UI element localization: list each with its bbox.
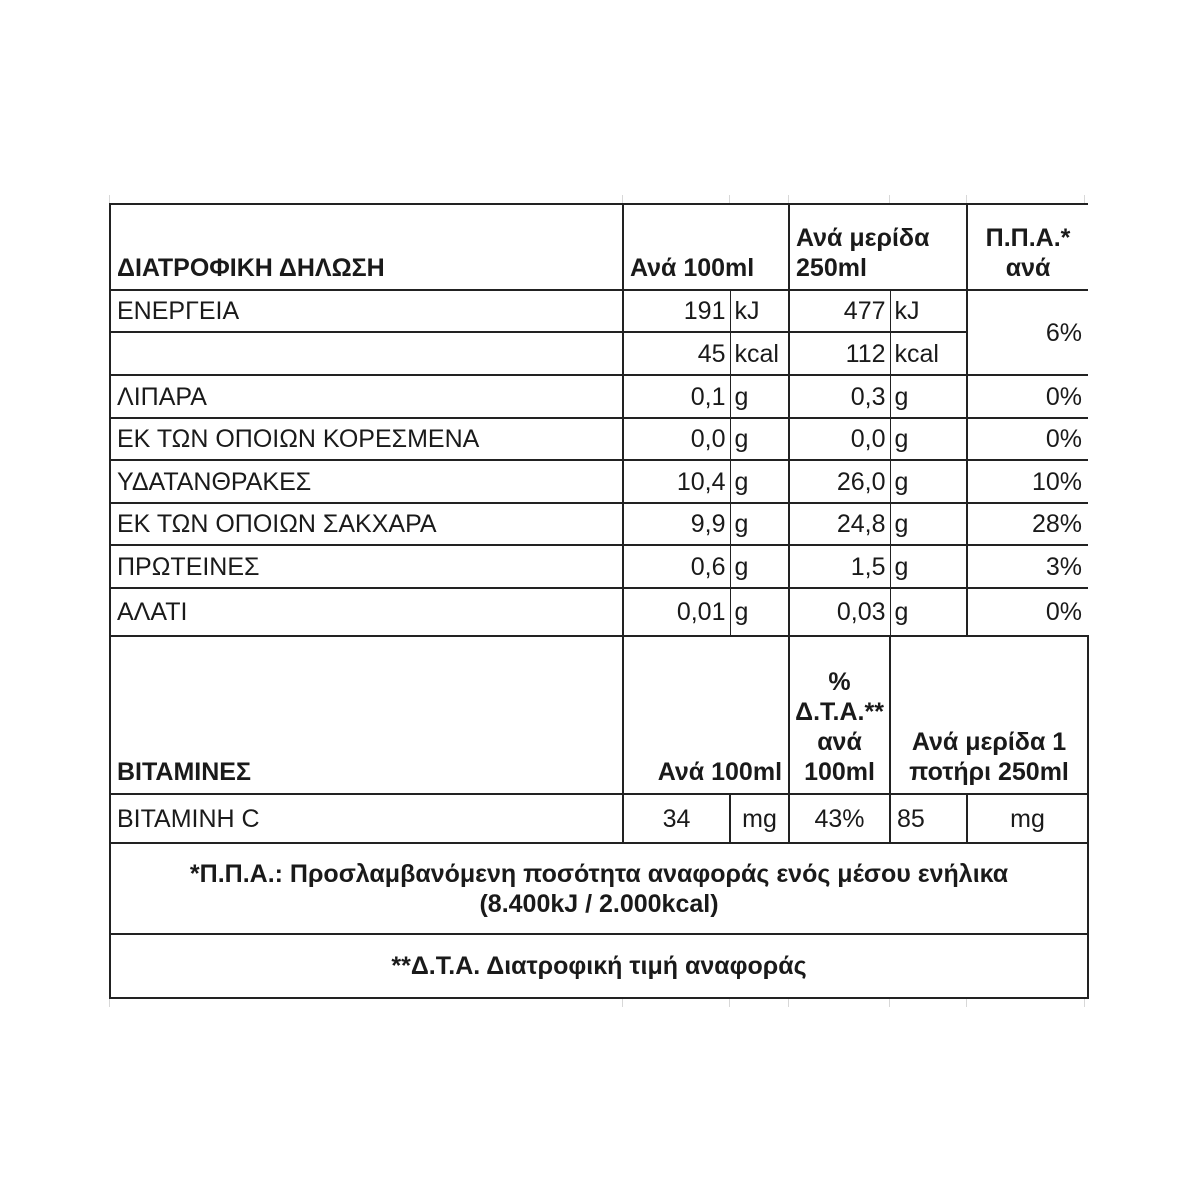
per-100ml-header: Ανά 100ml [623,204,789,290]
nutrient-per-100: 0,01 [623,588,730,636]
nutrient-per-100: 9,9 [623,503,730,545]
nutrient-unit: g [730,503,789,545]
table-row [110,290,1088,332]
vitamin-c-label: ΒΙΤΑΜΙΝΗ C [110,794,623,843]
nutrient-unit-serving: g [890,503,967,545]
vitamins-per-100-header: Ανά 100ml [623,636,789,794]
nutrient-ppa: 0% [967,588,1088,636]
nutrient-label: ΕΚ ΤΩΝ ΟΠΟΙΩΝ ΚΟΡΕΣΜΕΝΑ [110,418,623,460]
nutrient-label: ΕΚ ΤΩΝ ΟΠΟΙΩΝ ΣΑΚΧΑΡΑ [110,503,623,545]
declaration-title: ΔΙΑΤΡΟΦΙΚΗ ΔΗΛΩΣΗ [110,204,623,290]
table-row [110,545,1088,588]
nutrient-per-serving: 0,0 [789,418,890,460]
footnote-row [110,934,1088,998]
nutrition-table [109,203,1089,999]
per-serving-header-line2: 250ml [796,254,867,282]
ppa-footnote: *Π.Π.Α.: Προσλαμβανόμενη ποσότητα αναφοράς ενός μέσου ενήλικα (8.400kJ / 2.000kcal) [110,843,1088,934]
nutrient-unit-serving: g [890,418,967,460]
table-row [110,794,1088,843]
nutrient-ppa: 0% [967,375,1088,418]
nutrient-per-serving: 0,3 [789,375,890,418]
vitamins-title: ΒΙΤΑΜΙΝΕΣ [110,636,623,794]
nutrient-unit: g [730,375,789,418]
nutrient-per-serving: 26,0 [789,460,890,503]
nutrient-unit: g [730,545,789,588]
footnote-row [110,843,1088,934]
table-row [110,332,1088,375]
nutrient-unit: g [730,418,789,460]
nutrient-label: ΛΙΠΑΡΑ [110,375,623,418]
energy-kcal-per-serving: 112 [789,332,890,375]
dta-footnote: **Δ.Τ.Α. Διατροφική τιμή αναφοράς [110,934,1088,998]
table-row [110,375,1088,418]
energy-kj-per-100: 191 [623,290,730,332]
energy-kcal-label-empty [110,332,623,375]
ppa-header-line1: Π.Π.Α.* [985,224,1071,252]
nutrient-ppa: 3% [967,545,1088,588]
nutrient-per-serving: 24,8 [789,503,890,545]
nutrient-per-100: 0,6 [623,545,730,588]
nutrient-unit-serving: g [890,545,967,588]
header-row [110,204,1088,290]
nutrient-unit-serving: g [890,588,967,636]
dta-per-100-header: % Δ.Τ.Α.** ανά 100ml [789,636,890,794]
table-row [110,460,1088,503]
ppa-header-line2: ανά [1005,254,1051,282]
vitamins-header-row [110,636,1088,794]
energy-kj-unit-serving: kJ [890,290,967,332]
energy-kcal-unit: kcal [730,332,789,375]
energy-kcal-per-100: 45 [623,332,730,375]
nutrient-label: ΥΔΑΤΑΝΘΡΑΚΕΣ [110,460,623,503]
vitamin-c-unit: mg [730,794,789,843]
nutrient-per-serving: 0,03 [789,588,890,636]
energy-kj-per-serving: 477 [789,290,890,332]
energy-ppa: 6% [967,290,1088,375]
nutrient-ppa: 0% [967,418,1088,460]
nutrient-per-100: 10,4 [623,460,730,503]
nutrient-per-100: 0,1 [623,375,730,418]
nutrient-label: ΠΡΩΤΕΙΝΕΣ [110,545,623,588]
table-row [110,503,1088,545]
energy-kcal-unit-serving: kcal [890,332,967,375]
vitamin-c-unit-serving: mg [967,794,1088,843]
energy-kj-unit: kJ [730,290,789,332]
nutrient-ppa: 28% [967,503,1088,545]
vitamin-c-dta: 43% [789,794,890,843]
nutrient-unit-serving: g [890,460,967,503]
nutrient-unit-serving: g [890,375,967,418]
nutrient-unit: g [730,460,789,503]
nutrient-per-serving: 1,5 [789,545,890,588]
vitamins-per-serving-header: Ανά μερίδα 1 ποτήρι 250ml [890,636,1088,794]
table-row [110,588,1088,636]
ppa-header [967,204,1088,290]
nutrient-ppa: 10% [967,460,1088,503]
vitamin-c-per-100: 34 [623,794,730,843]
nutrient-per-100: 0,0 [623,418,730,460]
nutrient-label: ΑΛΑΤΙ [110,588,623,636]
per-serving-header-line1: Ανά μερίδα [796,224,930,252]
nutrient-unit: g [730,588,789,636]
vitamin-c-per-serving: 85 [890,794,967,843]
per-serving-header [789,204,967,290]
energy-label: ΕΝΕΡΓΕΙΑ [110,290,623,332]
table-row [110,418,1088,460]
